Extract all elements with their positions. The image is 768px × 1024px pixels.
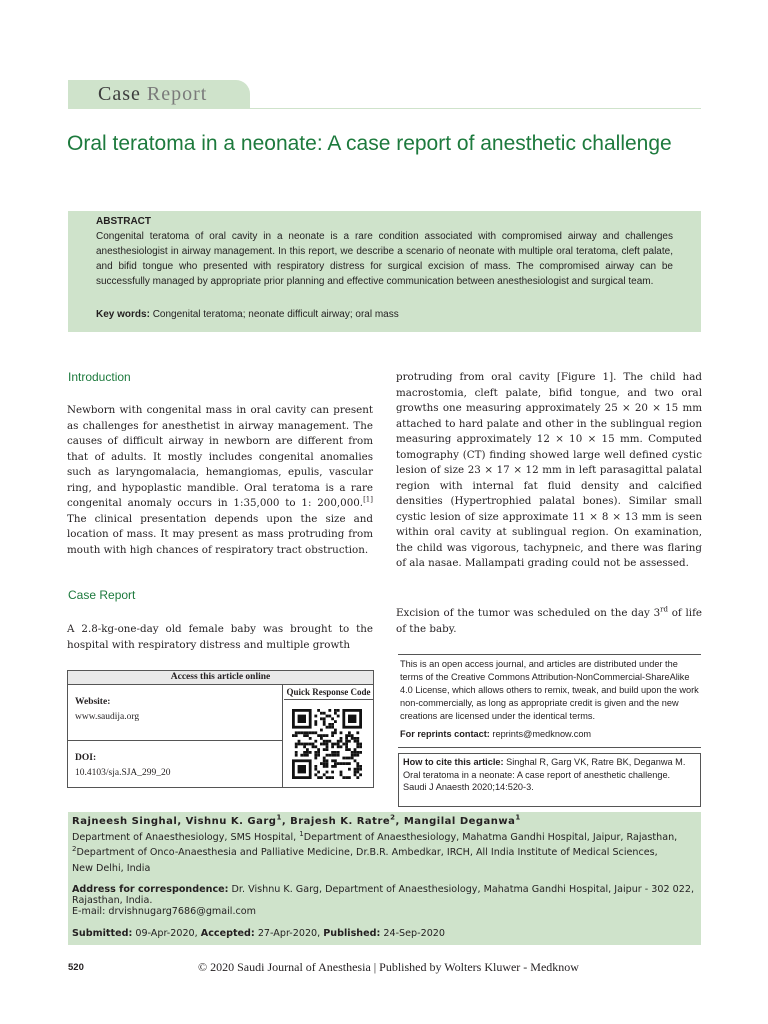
- author-names: Rajneesh Singhal, Vishnu K. Garg$^1$, Brajesh K. Ratre$^2$, Mangilal Deganwa$^1$: [72, 813, 521, 827]
- case-p3-a: Excision of the tumor was scheduled on the day 3: [396, 607, 661, 619]
- email[interactable]: E-mail: drvishnugarg7686@gmail.com: [72, 906, 257, 917]
- abstract-box: [68, 211, 701, 332]
- doi-link[interactable]: 10.4103/sja.SJA_299_20: [75, 768, 171, 778]
- website-link[interactable]: www.saudija.org: [75, 712, 140, 722]
- case-paragraph-1: A 2.8-kg-one-day old female baby was brought to the hospital with respiratory distress and multiple growth: [67, 623, 373, 651]
- aff1-sup: 1: [299, 829, 304, 838]
- accepted-date: 27-Apr-2020,: [257, 928, 321, 939]
- author-4-sup: 1: [515, 813, 521, 822]
- abstract-text: Congenital teratoma of oral cavity in a neonate is a rare condition associated with compromised airway and challenges anesthesiologist in airway management. In this report, we describe a scenario of neonate with multiple oral teratoma, cleft palate, and bifid tongue who presented with respiratory distress for surgical excision of mass. The compromised airway can be successfully managed by appropriate prior planning and effective communication between anesthesiologist and surgical team.: [96, 231, 673, 287]
- copyright: © 2020 Saudi Journal of Anesthesia | Published by Wolters Kluwer - Medknow: [198, 960, 579, 974]
- author-2: Vishnu K. Garg: [185, 816, 277, 827]
- page-footer: [68, 960, 701, 976]
- access-header: Access this article online: [68, 671, 373, 685]
- keywords-text: Congenital teratoma; neonate difficult airway; oral mass: [152, 309, 399, 320]
- author-2-sup: 1: [276, 813, 282, 822]
- intro-heading: Introduction: [68, 370, 131, 384]
- author-4: Mangilal Deganwa: [403, 816, 516, 827]
- qr-code-icon[interactable]: [292, 709, 362, 779]
- website-label: Website:: [75, 697, 111, 707]
- affiliation-3: New Delhi, India: [72, 862, 151, 874]
- section-rule: [68, 108, 701, 109]
- case-heading: Case Report: [68, 588, 136, 602]
- reprints-email[interactable]: reprints@medknow.com: [492, 729, 592, 739]
- reprints-line: [400, 728, 699, 741]
- intro-text-a: Newborn with congenital mass in oral cavity can present as challenges for anesthetist in airway management. The causes of difficult airway in newborn are different from that of adults. It mostly includes congenital anomalies such as laryngomalacia, hemangiomas, epulis, vascular ring, and hypoplastic mandible. Oral teratoma is a rare congenital anomaly occurs in 1:35,000 to 1: 200,000.: [67, 404, 373, 509]
- keywords-label: Key words:: [96, 309, 150, 320]
- accepted-label: Accepted:: [200, 928, 255, 939]
- cite-text: Singhal R, Garg VK, Ratre BK, Deganwa M. Oral teratoma in a neonate: A case report of anesthetic challenge. Saudi J Anaesth 2020;14:520-3.: [403, 757, 686, 792]
- page-number: 520: [68, 962, 84, 973]
- case-paragraph-2: protruding from oral cavity [Figure 1]. The child had macrostomia, cleft palate, bifid tongue, and two oral growths one measuring approximately 25 × 20 × 15 mm attached to hard palate and other in the sublingual region measuring approximately 12 × 10 × 15 mm. Computed tomography (CT) finding showed large well defined cystic lesion of size 23 × 17 × 12 mm in left parasagittal palatal region with internal fat fluid density and calcified densities (Hypertrophied palatal bones). Similar small cystic lesion of size approximate 11 × 8 × 13 mm is seen within oral cavity at sublingual region. On examination, the child was vigorous, tachypneic, and there was flaring of ala nasae. Mallampati grading could not be assessed.: [396, 371, 702, 569]
- access-left: [68, 685, 283, 787]
- open-access-note: [398, 654, 701, 748]
- aff1-a: Department of Anaesthesiology, SMS Hospital,: [72, 831, 300, 843]
- doi-cell: [68, 742, 283, 787]
- author-3: Brajesh K. Ratre: [290, 816, 391, 827]
- aff1-b: Department of Anaesthesiology, Mahatma Gandhi Hospital, Jaipur, Rajasthan,: [303, 831, 678, 843]
- section-tag: [68, 80, 250, 108]
- section-tag-word2: Report: [146, 83, 208, 105]
- affiliation-1: [72, 830, 697, 846]
- authors-box: [68, 812, 701, 945]
- case-p3-sup: rd: [660, 605, 668, 614]
- open-access-text: This is an open access journal, and articles are distributed under the terms of the Creative Commons Attribution-NonCommercial-ShareAlike 4.0 License, which allows others to remix, tweak, and build upon the work non-commercially, as long as appropriate credit is given and the new creations are licensed under the identical terms.: [400, 659, 699, 721]
- keywords: [96, 307, 673, 322]
- qr-label: Quick Response Code: [284, 685, 373, 700]
- intro-ref[interactable]: [1]: [363, 495, 373, 504]
- submitted-label: Submitted:: [72, 928, 133, 939]
- cite-label: How to cite this article:: [403, 757, 504, 767]
- published-label: Published:: [323, 928, 381, 939]
- intro-paragraph: [67, 403, 373, 558]
- access-online-box: [67, 670, 374, 788]
- dates-line: [72, 926, 697, 942]
- affiliation-2: [72, 845, 697, 861]
- author-1: Rajneesh Singhal,: [72, 816, 182, 827]
- corr-text: Dr. Vishnu K. Garg, Department of Anaesthesiology, Mahatma Gandhi Hospital, Jaipur - 302 022, Rajasthan, India.: [72, 884, 695, 906]
- corr-label: Address for correspondence:: [72, 884, 229, 895]
- case-p3-b: of life of the baby.: [396, 607, 702, 635]
- reprints-label: For reprints contact:: [400, 729, 490, 739]
- case-paragraph-3: [396, 606, 702, 637]
- correspondence: [72, 884, 697, 906]
- aff2-sup: 2: [72, 844, 77, 853]
- published-date: 24-Sep-2020: [383, 928, 446, 939]
- website-cell: [68, 685, 283, 741]
- intro-text-b: The clinical presentation depends upon the size and location of mass. It may present as mass protruding from mouth with high chances of respiratory tract obstruction.: [67, 512, 373, 556]
- author-3-sup: 2: [390, 813, 396, 822]
- submitted-date: 09-Apr-2020,: [135, 928, 198, 939]
- abstract-heading: ABSTRACT: [96, 216, 151, 227]
- section-tag-word1: Case: [98, 83, 141, 105]
- doi-label: DOI:: [75, 753, 97, 763]
- cite-box: [398, 753, 701, 807]
- aff2-text: Department of Onco-Anaesthesia and Palliative Medicine, Dr.B.R. Ambedkar, IRCH, All India Institute of Medical Sciences,: [76, 847, 658, 858]
- article-title: Oral teratoma in a neonate: A case report of anesthetic challenge: [67, 132, 672, 155]
